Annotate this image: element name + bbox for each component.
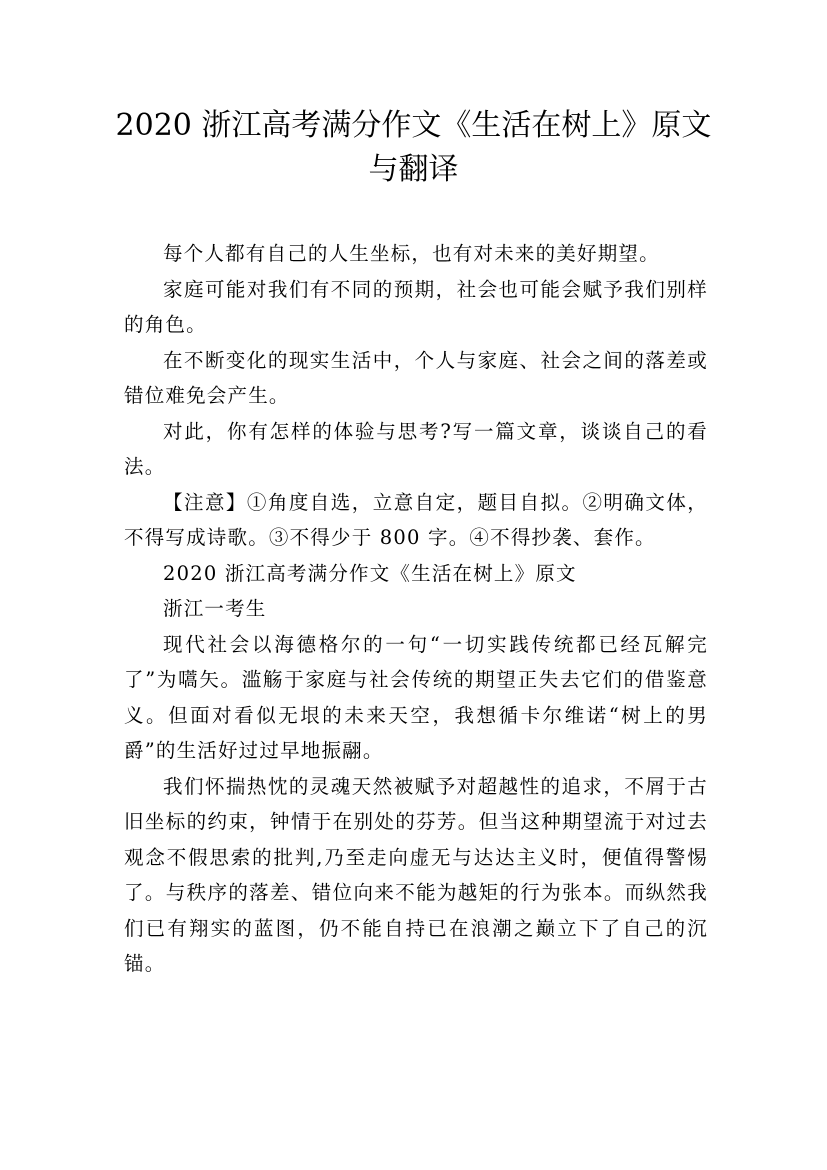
paragraph-gap: 在不断变化的现实生活中，个人与家庭、社会之间的落差或错位难免会产生。 (124, 348, 708, 407)
document-title: 2020 浙江高考满分作文《生活在树上》原文与翻译 (115, 108, 712, 187)
essay-subtitle: 2020 浙江高考满分作文《生活在树上》原文 (163, 561, 577, 585)
paragraph-question: 对此，你有怎样的体验与思考?写一篇文章，谈谈自己的看法。 (124, 419, 708, 478)
paragraph-family-expectation: 家庭可能对我们有不同的预期，社会也可能会赋予我们别样的角色。 (124, 277, 708, 336)
essay-paragraph-2: 我们怀揣热忱的灵魂天然被赋予对超越性的追求，不屑于古旧坐标的约束，钟情于在别处的芬芳。但当这种期望流于对过去观念不假思索的批判,乃至走向虚无与达达主义时，便值得警惕了。与秩序的落差、错位向来不能为越矩的行为张本。而纵然我们已有翔实的蓝图，仍不能自持已在浪潮之巅立下了自己的沉锚。 (124, 774, 708, 975)
paragraph-prompt-intro: 每个人都有自己的人生坐标，也有对未来的美好期望。 (163, 242, 660, 265)
essay-author: 浙江一考生 (163, 597, 267, 620)
paragraph-notes: 【注意】①角度自选，立意自定，题目自拟。②明确文体，不得写成诗歌。③不得少于 800 字。④不得抄袭、套作。 (124, 490, 708, 549)
document-body (124, 236, 708, 982)
essay-paragraph-1: 现代社会以海德格尔的一句“一切实践传统都已经瓦解完了”为嚆矢。滥觞于家庭与社会传统的期望正失去它们的借鉴意义。但面对看似无垠的未来天空，我想循卡尔维诺“树上的男爵”的生活好过过早地振翮。 (124, 632, 708, 762)
